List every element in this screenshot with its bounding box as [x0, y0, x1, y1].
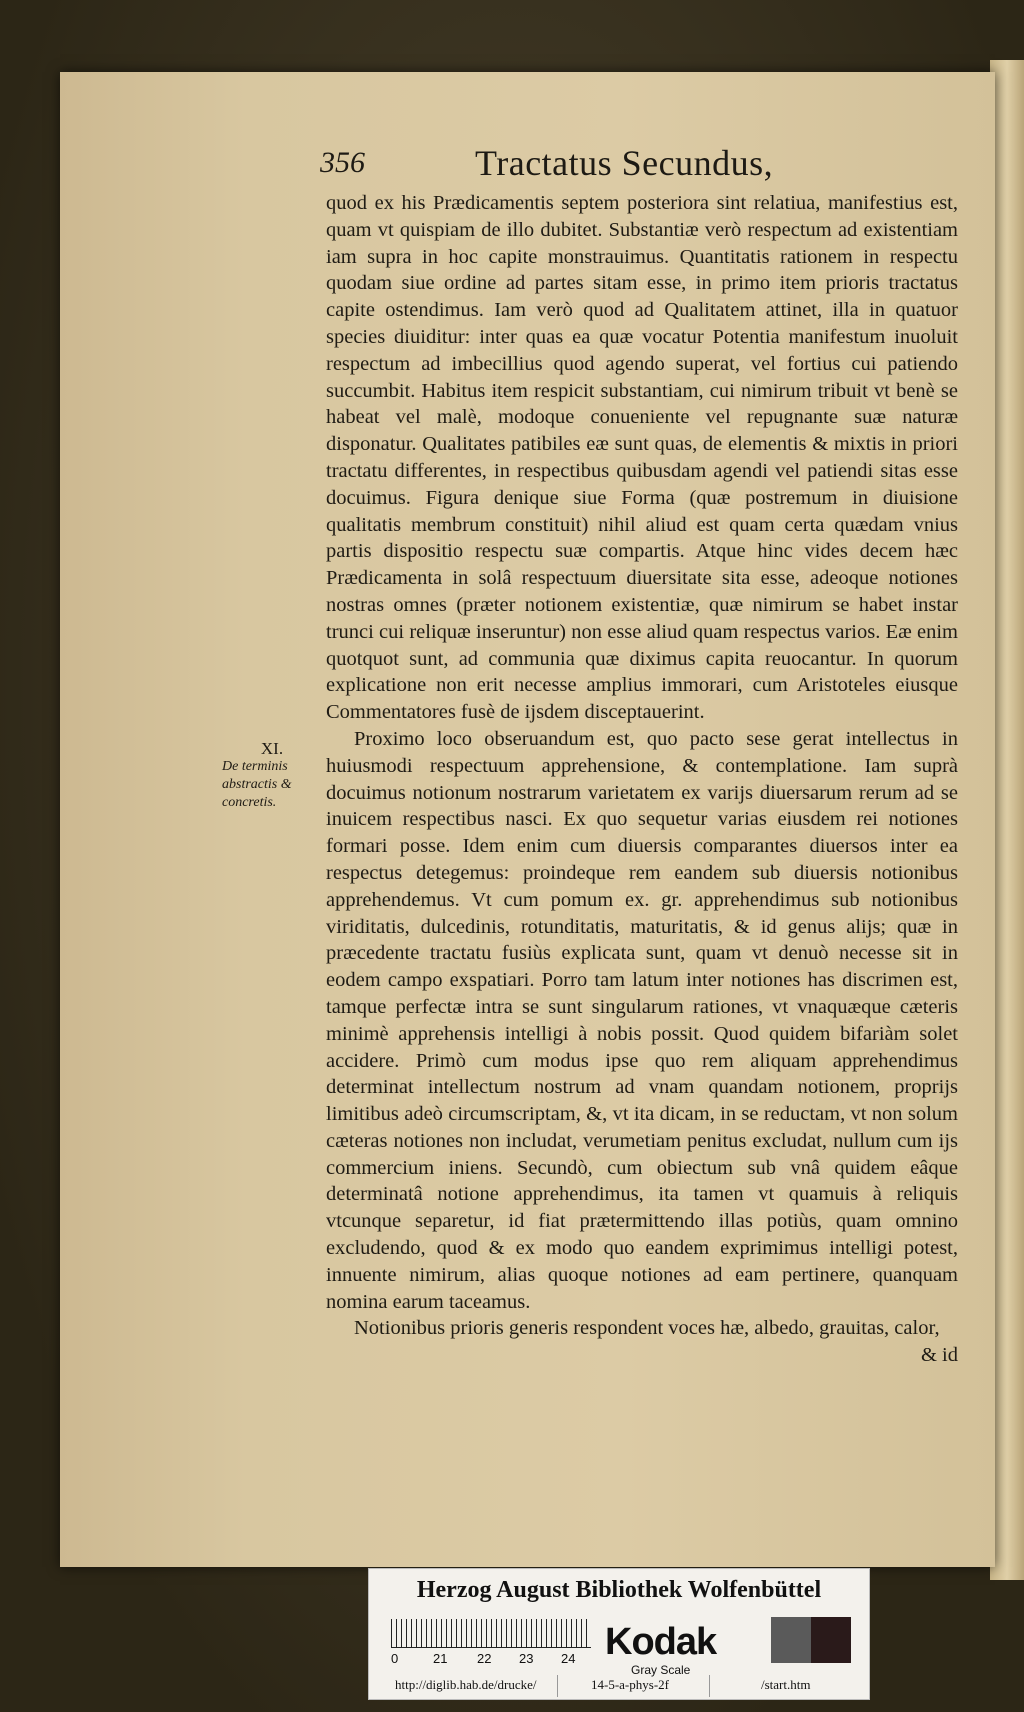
catchword: & id [920, 1344, 958, 1367]
ruler-label: 22 [477, 1651, 492, 1666]
color-reference-card [368, 1568, 870, 1700]
page-header [320, 143, 960, 186]
body-text [326, 190, 958, 1369]
black-swatch [811, 1617, 851, 1663]
margin-note-text: De terminis abstractis & concretis. [222, 759, 292, 810]
ruler-labels [391, 1651, 591, 1669]
divider [557, 1675, 558, 1697]
gray-scale-label: Gray Scale [631, 1663, 691, 1677]
source-url: http://diglib.hab.de/drucke/ [395, 1677, 537, 1692]
paragraph-3: Notionibus prioris generis respondent voces hæ, albedo, grauitas, calor, [354, 1317, 940, 1340]
margin-note [222, 740, 322, 812]
card-footer [369, 1675, 869, 1697]
running-title: Tractatus Secundus, [475, 143, 774, 183]
paragraph-1: quod ex his Prædicamentis septem posteriora sint relatiua, manifestius est, quam vt quispiam de illo dubitet. Substantiæ verò respectum ad existentiam iam supra in hoc capite monstrauimus. Quantitatis rationem in respectu quodam siue ordine ad partes sitam esse, in primo item prioris tractatus capite ostendimus. Iam verò quod ad Qualitatem attinet, illa in quatuor species diuiditur: inter quas ea quæ vocatur Potentia manifestum inuoluit respectum ad imbecillius quod agendo superat, vel fortius cui patiendo succumbit. Habitus item respicit substantiam, cui nimirum tribuit vt benè se habeat vel malè, modoque conueniente vel repugnante suæ naturæ disponatur. Qualitates patibiles eæ sunt quas, de elementis & mixtis in priori tractatu differentes, in respectibus quibusdam agendi vel patiendi sitas esse docuimus. Figura denique siue Forma (quæ postremum in diuisione qualitatis membrum constituit) nihil aliud est quam certa quædam vnius partis dispositio respectu suæ compartis. Atque hinc vides decem hæc Prædicamenta in solâ respectuum diuersitate sita esse, adeoque notiones nostras omnes (præter notionem existentiæ, quæ nimirum se habet instar trunci cui reliquæ inseruntur) non esse aliud quam respectus varios. Eæ enim quotquot sunt, ad communia quæ diximus capita reuocantur. In quorum explicatione non erit necesse amplius immorari, cum Aristoteles eiusque Commentatores fusè de ijsdem disceptauerint. [326, 192, 958, 724]
ruler-label: 23 [519, 1651, 534, 1666]
kodak-logo: Kodak [605, 1621, 717, 1663]
shelfmark: 14-5-a-phys-2f [591, 1677, 669, 1692]
ruler-label: 0 [391, 1651, 399, 1666]
gray-swatch [771, 1617, 811, 1663]
ruler-label: 21 [433, 1651, 448, 1666]
paragraph-2: Proximo loco obseruandum est, quo pacto sese gerat intellectus in huiusmodi respectuum apprehensione, & contemplatione. Iam suprà docuimus notionum nostrarum varietatem ex varijs diuersarum rerum ad se inuicem respectibus nasci. Ex quo sequetur varias eiusdem rei notiones formari posse. Idem enim cum diuersis comparantes diuersos inter ea respectus detegemus: proindeque rem eandem sub diuersis notionibus apprehendemus. Vt cum pomum ex. gr. apprehendimus sub notionibus viriditatis, dulcedinis, rotunditatis, maturitatis, & id genus alijs; quæ in præcedente tractatu fusiùs explicata sunt, quam vt denuò necesse sit in eodem campo exspatiari. Porro tam latum inter notiones has discrimen est, tamque perfectæ intra se sunt singularum rationes, vt vnaquæque cæteris minimè apprehensis intelligi à nobis possit. Quod quidem bifariàm solet accidere. Primò cum modus ipse quo rem aliquam apprehendimus determinat intellectum nostrum ad vnam quandam notionem, proprijs limitibus adeò circumscriptam, &, vt ita dicam, in se reductam, vt non solum cæteras notiones non includat, verumetiam penitus excludat, nullum cum ijs commercium iniens. Secundò, cum obiectum sub vnâ quidem eâque determinatâ notione apprehendimus, ita tamen vt quamuis à reliquis vtcunque separetur, id fiat prætermittendo illas potiùs, quam omnino excludendo, quod & ex modo quo eandem exprimimus intelligi potest, innuente nimirum, alias quoque notiones ad eam pertinere, quanquam nomina earum taceamus. [326, 727, 958, 1313]
start-link: /start.htm [761, 1677, 811, 1692]
next-page-edge [990, 60, 1024, 1580]
section-number: XI. [260, 739, 284, 758]
library-name: Herzog August Bibliothek Wolfenbüttel [416, 1577, 822, 1603]
scale-ruler [391, 1619, 591, 1648]
page-number: 356 [320, 146, 365, 179]
ruler-label: 24 [561, 1651, 576, 1666]
divider [709, 1675, 710, 1697]
